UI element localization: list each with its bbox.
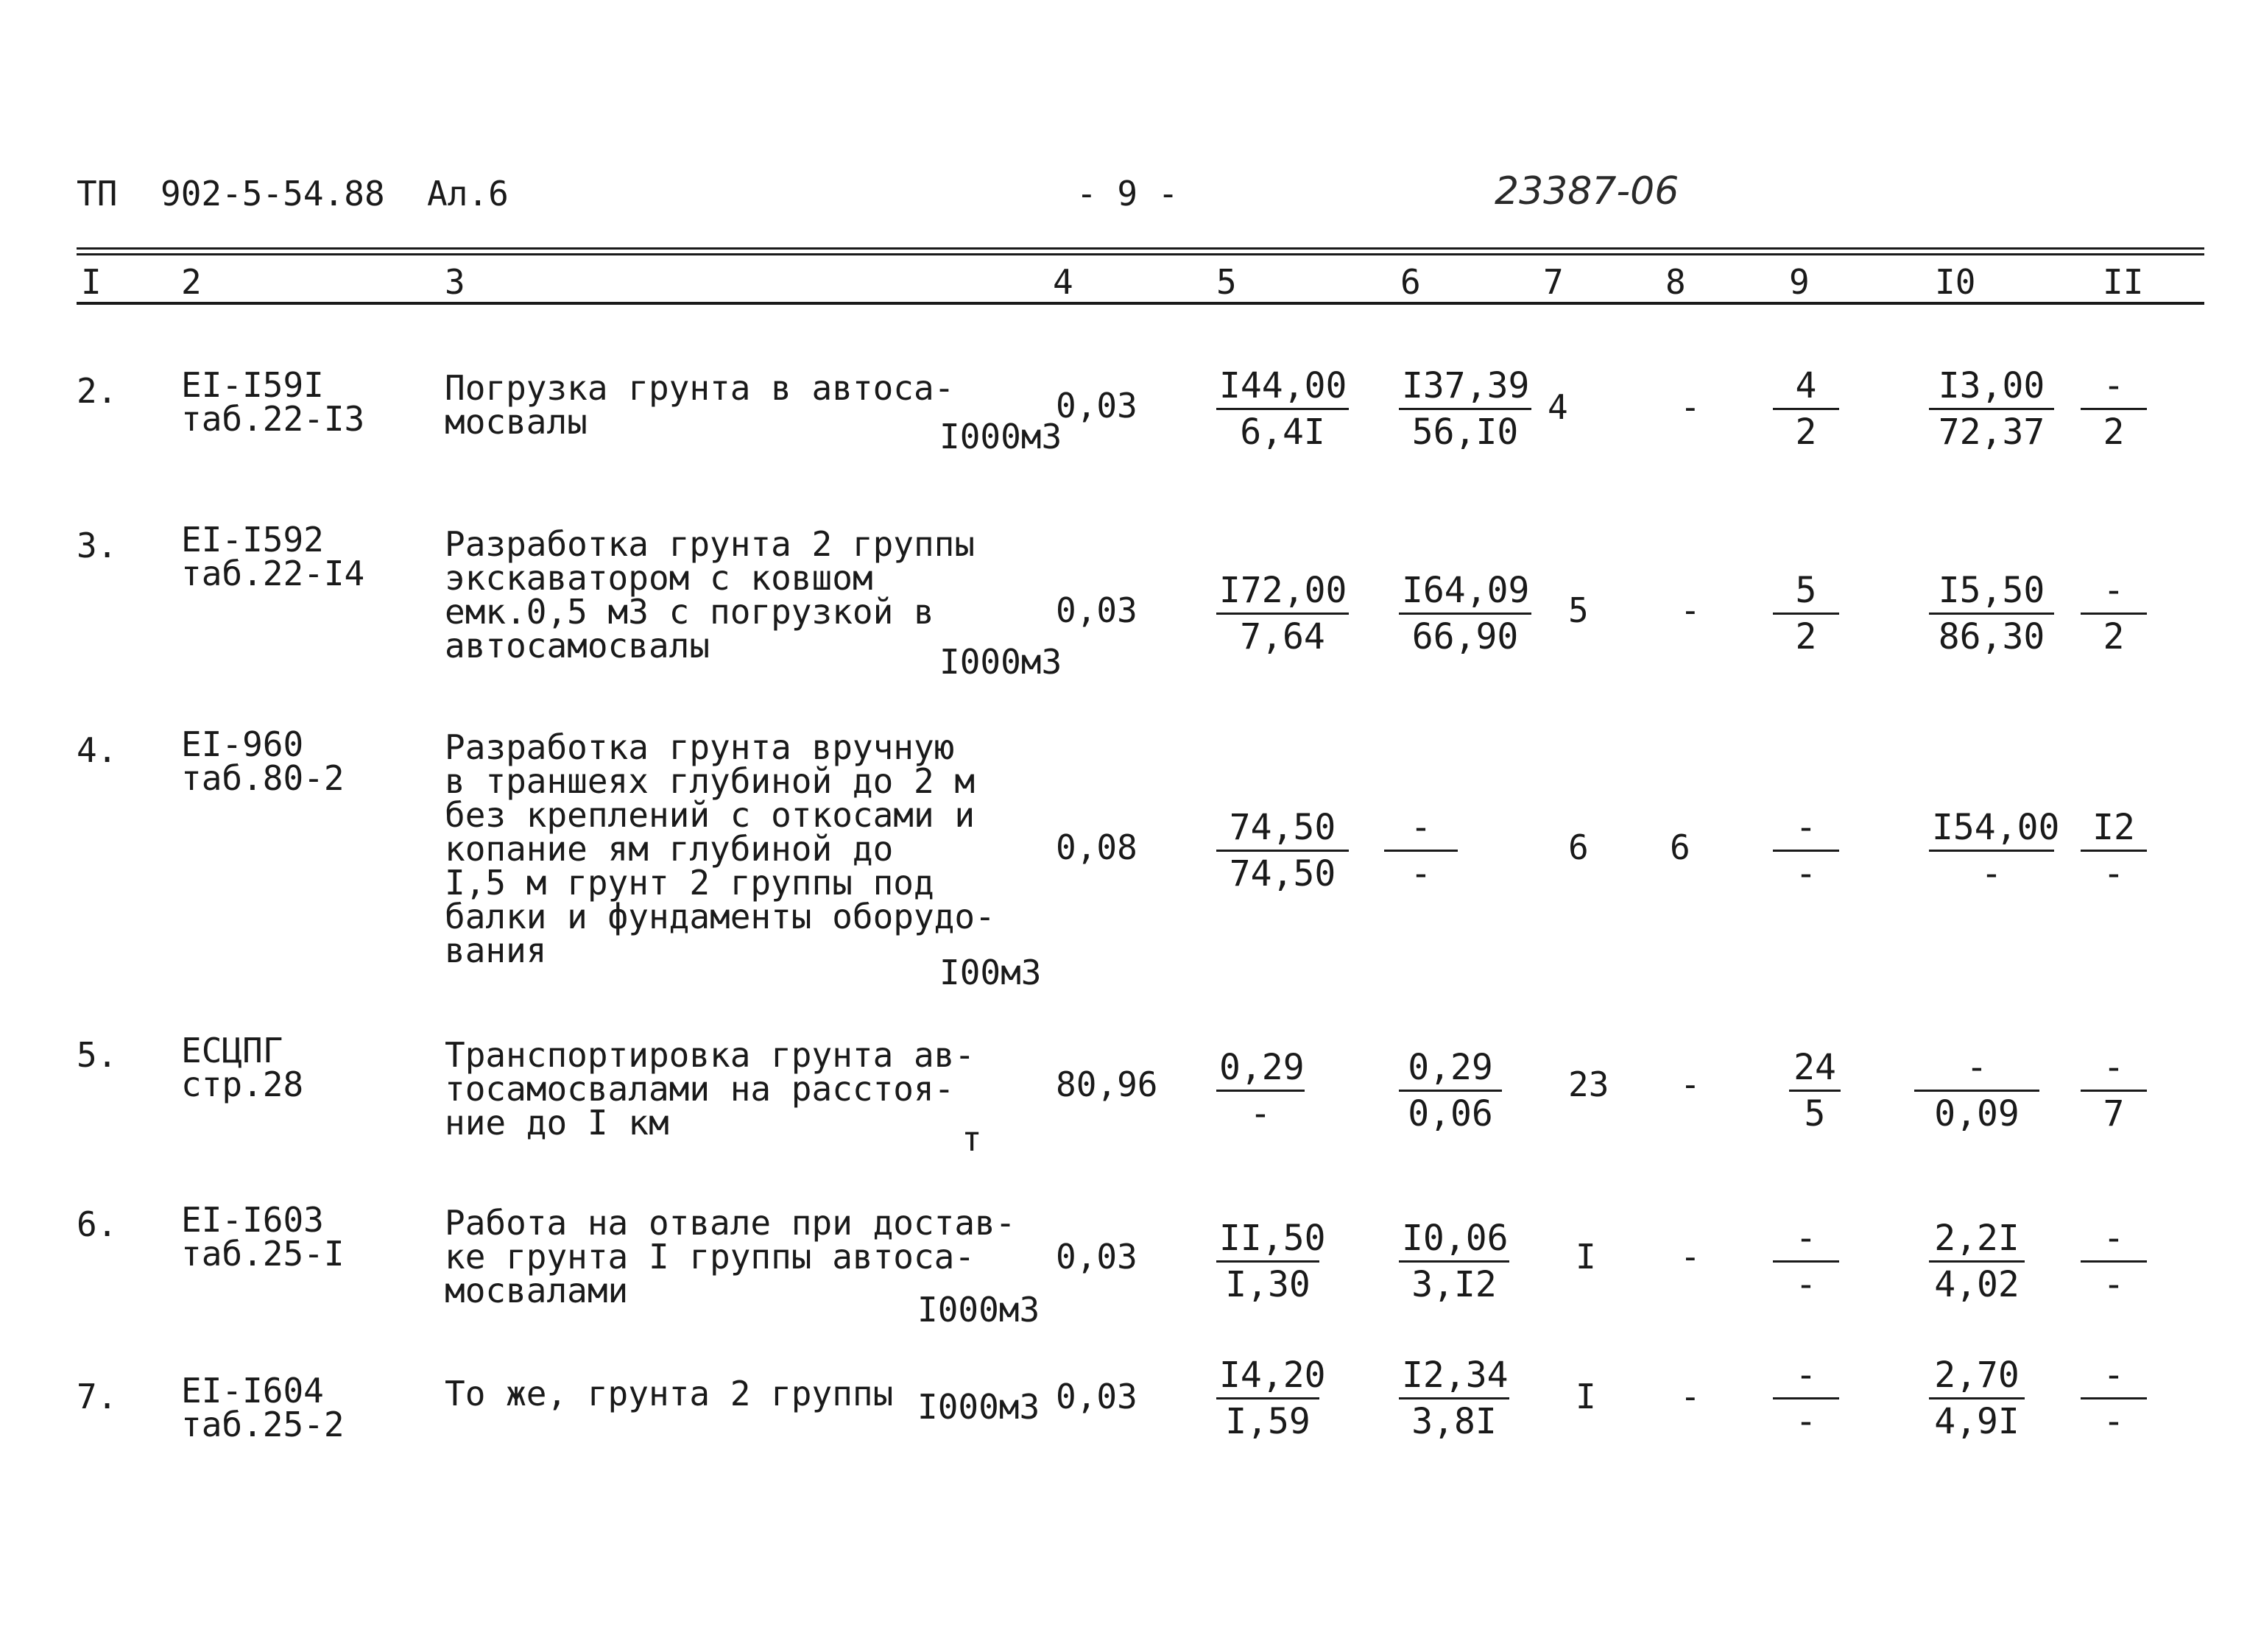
quantity: 0,03: [1056, 386, 1137, 426]
col-header-6: 6: [1400, 262, 1421, 302]
table-top-rule-2: [77, 253, 2204, 255]
col10-fraction: $\frac{I3,00}{72,37}$: [1929, 364, 2054, 454]
norm-code: ЕСЦПГ стр.28: [181, 1031, 304, 1104]
col-header-3: 3: [445, 262, 465, 302]
col11-fraction: - 7: [2081, 1045, 2147, 1136]
quantity: 0,03: [1056, 590, 1137, 630]
unit: т: [962, 1119, 982, 1159]
col6-fraction: $\frac{I64,09}{66,90}$: [1399, 568, 1531, 659]
col10-fraction: - 0,09: [1914, 1045, 2039, 1136]
col10-fraction: $\frac{2,70}{4,9I}$: [1929, 1353, 2025, 1444]
col11-fraction: - 2: [2081, 568, 2147, 659]
col11-fraction: - 2: [2081, 364, 2147, 454]
norm-code: EI-I603 таб.25-I: [181, 1200, 345, 1274]
col-header-11: II: [2103, 262, 2144, 302]
col7-value: I: [1576, 1237, 1596, 1277]
row-number: 6.: [77, 1204, 118, 1244]
page-number: - 9 -: [1076, 174, 1179, 213]
unit: I000м3: [939, 417, 1062, 456]
row-number: 5.: [77, 1035, 118, 1075]
col7-value: 6: [1568, 827, 1589, 867]
col6-fraction: $\frac{I0,06}{3,I2}$: [1399, 1216, 1509, 1307]
norm-code: EI-960 таб.80-2: [181, 724, 345, 798]
work-description: То же, грунта 2 группы: [445, 1374, 894, 1413]
project-number: 902-5-54.88: [161, 174, 385, 213]
col-header-5: 5: [1216, 262, 1237, 302]
col10-fraction: $\frac{2,2I}{4,02}$: [1929, 1216, 2025, 1307]
col8-value: 6: [1670, 827, 1690, 867]
col7-value: I: [1576, 1377, 1596, 1416]
album-number: Ал.6: [427, 174, 509, 213]
row-number: 7.: [77, 1377, 118, 1416]
col-header-10: I0: [1935, 262, 1976, 302]
col7-value: 5: [1568, 590, 1589, 630]
col8-value: -: [1680, 1065, 1701, 1104]
norm-code: EI-I604 таб.25-2: [181, 1371, 345, 1444]
col-header-4: 4: [1053, 262, 1073, 302]
col9-fraction: $\frac{4}{2}$: [1773, 364, 1839, 454]
col6-fraction: - -: [1384, 805, 1458, 896]
col9-fraction: - -: [1773, 805, 1839, 896]
work-description: Погрузка грунта в автоса- мосвалы: [445, 368, 955, 442]
col8-value: -: [1680, 387, 1701, 427]
work-description: Транспортировка грунта ав- тосамосвалами на расстоя- ние до I км: [445, 1035, 976, 1143]
col5-fraction: $\frac{I44,00}{6,4I}$: [1216, 364, 1349, 454]
col6-fraction: $\frac{I2,34}{3,8I}$: [1399, 1353, 1509, 1444]
row-number: 4.: [77, 730, 118, 770]
col11-fraction: - -: [2081, 1353, 2147, 1444]
col-header-7: 7: [1543, 262, 1564, 302]
col-header-9: 9: [1789, 262, 1810, 302]
quantity: 0,03: [1056, 1237, 1137, 1277]
unit: I00м3: [939, 953, 1042, 992]
col5-fraction: 0,29 -: [1216, 1045, 1305, 1136]
norm-code: EI-I592 таб.22-I4: [181, 520, 365, 593]
col-header-8: 8: [1665, 262, 1686, 302]
work-description: Работа на отвале при достав- ке грунта I группы автоса- мосвалами: [445, 1203, 1016, 1310]
col7-value: 23: [1568, 1065, 1609, 1104]
col8-value: -: [1680, 1237, 1701, 1277]
col7-value: 4: [1548, 387, 1568, 427]
unit: I000м3: [917, 1290, 1040, 1330]
handwritten-number: 23387-06: [1495, 169, 1679, 213]
row-number: 2.: [77, 371, 118, 411]
col11-fraction: I2 -: [2081, 805, 2147, 896]
col8-value: -: [1680, 590, 1701, 630]
column-header-rule: [77, 302, 2204, 305]
doc-code: ТП: [77, 174, 118, 213]
col9-fraction: - -: [1773, 1353, 1839, 1444]
col8-value: -: [1680, 1377, 1701, 1416]
col5-fraction: $\frac{74,50}{74,50}$: [1216, 805, 1349, 896]
col9-fraction: $\frac{5}{2}$: [1773, 568, 1839, 659]
norm-code: EI-I59I таб.22-I3: [181, 365, 365, 439]
row-number: 3.: [77, 526, 118, 565]
col5-fraction: $\frac{I72,00}{7,64}$: [1216, 568, 1349, 659]
col10-fraction: I54,00 -: [1929, 805, 2054, 896]
col6-fraction: $\frac{I37,39}{56,I0}$: [1399, 364, 1531, 454]
quantity: 0,03: [1056, 1377, 1137, 1416]
col9-fraction: $\frac{24}{5}$: [1789, 1045, 1841, 1136]
col5-fraction: $\frac{I4,20}{I,59}$: [1216, 1353, 1319, 1444]
unit: I000м3: [917, 1387, 1040, 1427]
col-header-1: I: [81, 262, 102, 302]
work-description: Разработка грунта 2 группы экскаватором с ковшом емк.0,5 м3 с погрузкой в автосамосвалы: [445, 524, 976, 666]
col6-fraction: $\frac{0,29}{0,06}$: [1399, 1045, 1502, 1136]
table-top-rule: [77, 247, 2204, 250]
col5-fraction: $\frac{II,50}{I,30}$: [1216, 1216, 1319, 1307]
col9-fraction: - -: [1773, 1216, 1839, 1307]
col11-fraction: - -: [2081, 1216, 2147, 1307]
unit: I000м3: [939, 642, 1062, 682]
quantity: 80,96: [1056, 1065, 1158, 1104]
col-header-2: 2: [181, 262, 202, 302]
work-description: Разработка грунта вручную в траншеях глубиной до 2 м без креплений с откосами и копание ям глубиной до I,5 м грунт 2 группы под балки и фундаменты оборудо- вания: [445, 727, 995, 970]
quantity: 0,08: [1056, 827, 1137, 867]
col10-fraction: $\frac{I5,50}{86,30}$: [1929, 568, 2054, 659]
